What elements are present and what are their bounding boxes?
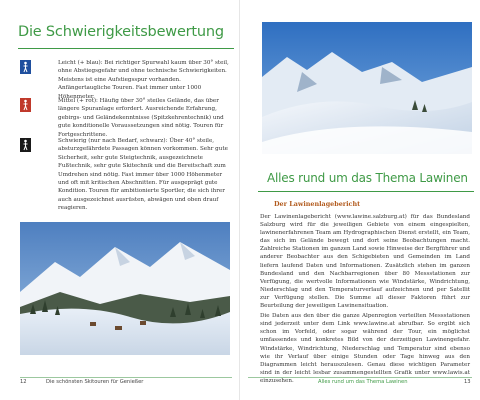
footer-rule <box>20 377 232 378</box>
photo-snowy-valley <box>20 222 230 355</box>
running-title: Alles rund um das Thema Lawinen <box>318 379 408 385</box>
subheading: Der Lawinenlagebericht <box>274 200 361 208</box>
right-page <box>240 0 480 400</box>
section-heading: Alles rund um das Thema Lawinen <box>267 171 468 185</box>
hiker-icon-red <box>20 98 31 112</box>
difficulty-text: Schwierig (nur nach Bedarf, schwarz): Über 40° steile, absturzgefährdete Passagen können vorkommen. Sehr gute Sicherheit, sehr gute Steigtechnik, ausgezeichnete Fußtechnik, sehr gute Skitechnik und die Bereitschaft zum Umdrehen sind nötig. Fast immer über 1000 Höhenmeter und oft mit kritischen Abschnitten. Für ausgeprägt gute Kondition. Touren für ambitionierte Sportler, die sich ihrer auch ausgezeichnet ausrüsten, abwägen und oben drauf reagieren. <box>58 138 228 212</box>
paragraph: Die Daten aus den über die ganze Alpenregion verteilten Messstationen sind jederzeit unter dem Link www.lawine.at abrufbar. So ergibt sich schon im Vorfeld, oder sogar während der Tour, ein möglichst umfassendes und konkretes Bild von der derzeitigen Lawinengefahr. Windstärke, Windrichtung, Niederschlag und Temperatur sind ebenso wie ihr Verlauf über einige Stunden oder Tage hinweg aus den Diagrammen leicht herauszulesen. Genau diese wichtigen Parameter sind in der leicht lesbar zusammengestellten Grafik unter www.lawis.at einzusehen. <box>260 313 470 384</box>
difficulty-text: Mittel (+ rot): Häufig über 30° steiles Gelände, das über längere Spuranlage erfordert. Ausreichende Erfahrung, gebirgs- und Geländekenntnisse (Spitzkehrentechnik) und gute konditionelle Voraussetzungen sind nötig. Touren für Fortgeschrittene. <box>58 98 224 138</box>
difficulty-text: Leicht (+ blau): Bei richtiger Spurwahl kaum über 30° steil, ohne Abstiegsgefahr und ohne technische Schwierigkeiten. Meistens ist eine Aufstiegsspur vorhanden. Anfängertaugliche Touren. Fast immer unter 1000 Höhenmeter. <box>58 60 229 100</box>
heading-rule <box>18 48 234 49</box>
paragraph: Der Lawinenlagebericht (www.lawine.salzburg.at) für das Bundesland Salzburg wird für die jeweiligen Gebiete von einem eingespielten, lawinenerfahrenen Team am Hydrographischen Dienst erstellt, ein Team, das sich im Gelände bewegt und dort seine Beobachtungen macht. Zahlreiche Stationen im ganzen Land sowie Hinweise der Bergführer und anderer Beobachter aus den Schigebieten und Gemeinden im Land liefern laufend Daten und Informationen. Zusätzlich stehen im ganzen Bundesland und den Nachbarregionen über 80 Messstationen zur Verfügung, die wertvolle Informationen wie Windstärke, Windrichtung, Niederschlag und den Temperaturverlauf aufzeichnen und per Satellit zur Verfügung stellen. Die Summe all dieser Faktoren führt zur Beurteilung der jeweiligen Lawinensituation. <box>260 214 470 310</box>
running-title: Die schönsten Skitouren für Genießer <box>46 379 144 385</box>
hiker-icon-black <box>20 138 31 152</box>
page-number: 12 <box>20 379 27 385</box>
hiker-icon-blue <box>20 60 31 74</box>
page-number: 13 <box>464 379 471 385</box>
body-text <box>260 213 470 387</box>
heading-rule <box>258 191 474 192</box>
photo-snow-slope <box>262 22 472 154</box>
page-heading: Die Schwierigkeitsbewertung <box>18 24 224 40</box>
footer-rule <box>248 377 472 378</box>
